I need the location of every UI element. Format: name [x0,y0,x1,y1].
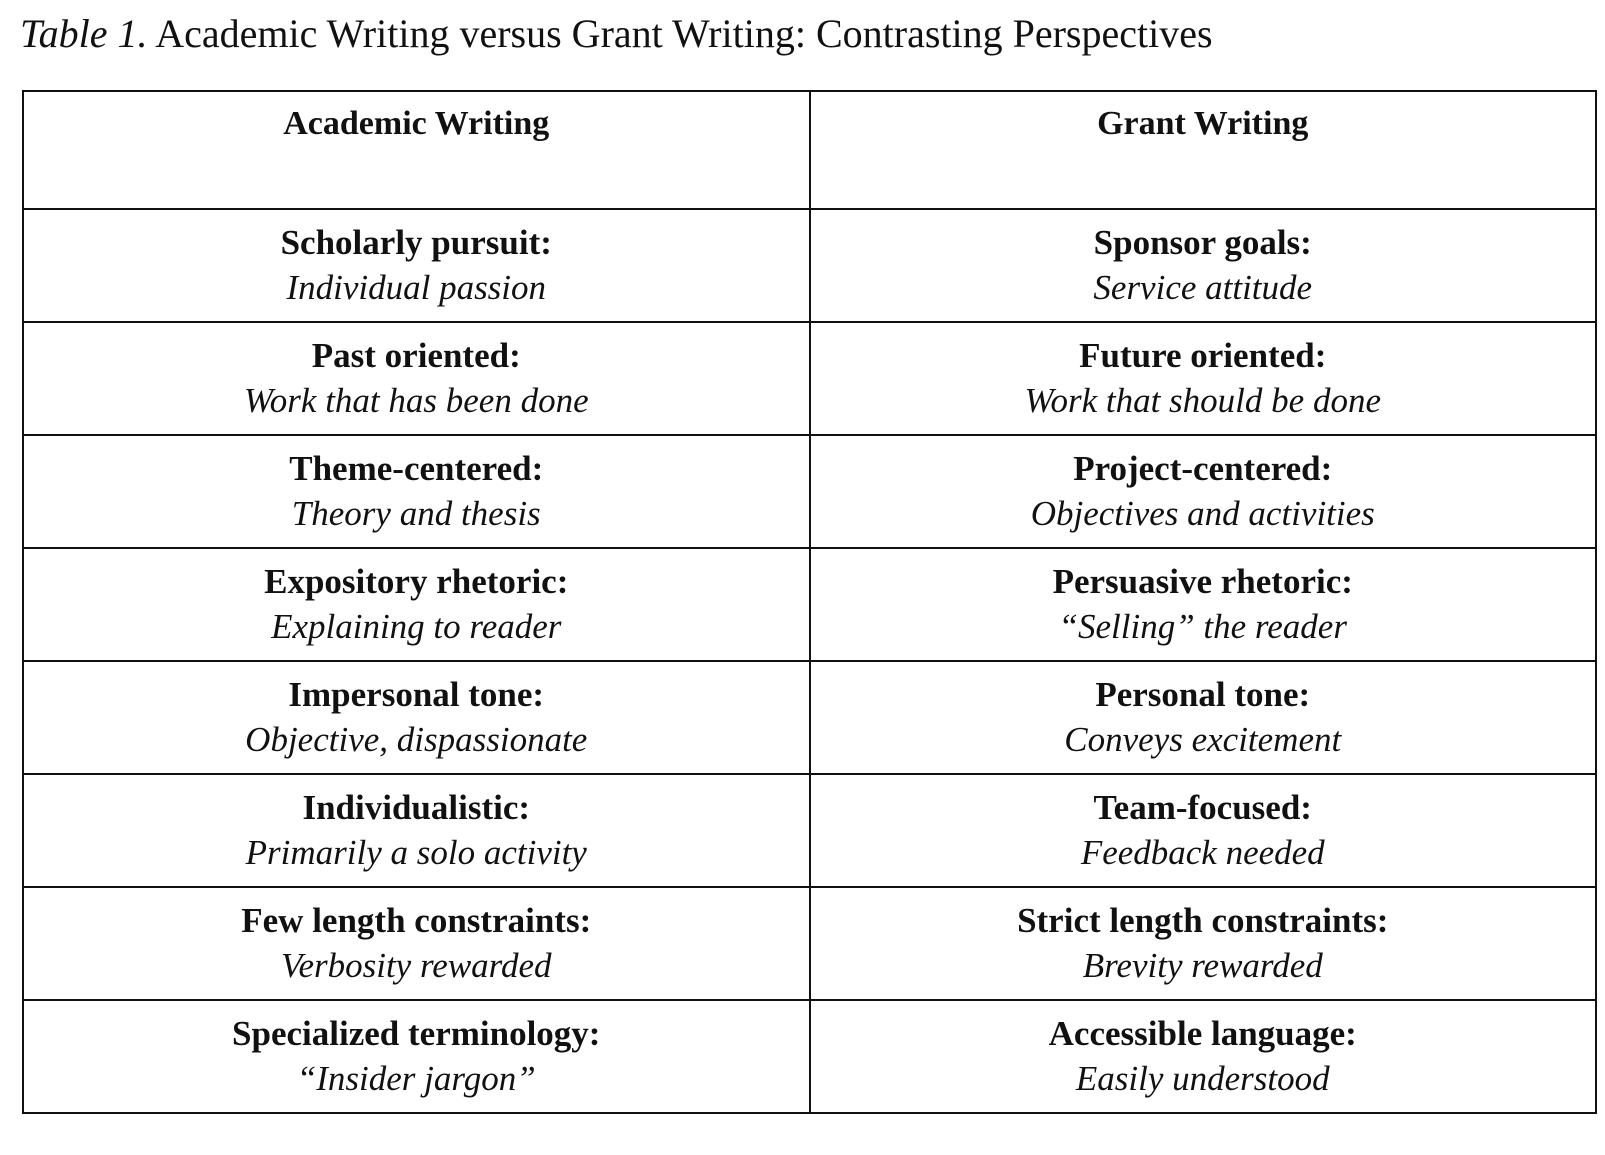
table-caption-label: Table 1. [20,11,148,56]
table-cell-grant [810,548,1597,661]
table-cell-academic [23,209,810,322]
cell-description: Explaining to reader [271,607,562,646]
cell-description: Conveys excitement [1064,720,1342,759]
table-cell-grant [810,1000,1597,1113]
table-cell-academic [23,887,810,1000]
table-caption-title: Academic Writing versus Grant Writing: Contrasting Perspectives [155,11,1213,56]
cell-description: Primarily a solo activity [245,833,587,872]
cell-term: Impersonal tone: [288,675,545,714]
cell-term: Specialized terminology: [232,1014,601,1053]
table-cell-academic [23,322,810,435]
cell-description: Work that should be done [1024,381,1381,420]
cell-term: Scholarly pursuit: [280,223,552,262]
table-cell-grant [810,322,1597,435]
cell-term: Sponsor goals: [1093,223,1312,262]
cell-term: Persuasive rhetoric: [1052,562,1353,601]
table-row [23,548,1596,661]
table-header-row [23,91,1596,209]
cell-description: Individual passion [286,268,547,307]
cell-description: “Selling” the reader [1058,607,1347,646]
table-cell-academic [23,1000,810,1113]
cell-description: Easily understood [1075,1059,1330,1098]
comparison-table [22,90,1597,1114]
cell-term: Strict length constraints: [1017,901,1389,940]
cell-description: “Insider jargon” [296,1059,536,1098]
cell-term: Future oriented: [1079,336,1327,375]
table-cell-grant [810,774,1597,887]
table-cell-grant [810,209,1597,322]
cell-term: Individualistic: [302,788,531,827]
cell-description: Service attitude [1093,268,1313,307]
cell-term: Accessible language: [1048,1014,1357,1053]
table-row [23,435,1596,548]
cell-description: Theory and thesis [291,494,541,533]
cell-description: Verbosity rewarded [280,946,552,985]
header-academic-writing: Academic Writing [23,91,810,209]
table-cell-grant [810,661,1597,774]
cell-term: Team-focused: [1093,788,1312,827]
table-cell-academic [23,435,810,548]
header-grant-writing: Grant Writing [810,91,1597,209]
table-row [23,209,1596,322]
cell-term: Project-centered: [1073,449,1333,488]
table-cell-academic [23,774,810,887]
table-row [23,774,1596,887]
cell-description: Brevity rewarded [1082,946,1323,985]
table-cell-grant [810,887,1597,1000]
cell-description: Objective, dispassionate [245,720,588,759]
table-cell-academic [23,548,810,661]
table-row [23,322,1596,435]
cell-term: Theme-centered: [289,449,544,488]
table-cell-grant [810,435,1597,548]
cell-term: Past oriented: [311,336,521,375]
table-row [23,1000,1596,1113]
cell-term: Expository rhetoric: [264,562,569,601]
cell-term: Personal tone: [1095,675,1311,714]
table-row [23,887,1596,1000]
table-caption [20,10,1213,58]
cell-description: Objectives and activities [1030,494,1375,533]
cell-description: Feedback needed [1080,833,1325,872]
cell-description: Work that has been done [243,381,589,420]
cell-term: Few length constraints: [241,901,592,940]
table-row [23,661,1596,774]
table-cell-academic [23,661,810,774]
